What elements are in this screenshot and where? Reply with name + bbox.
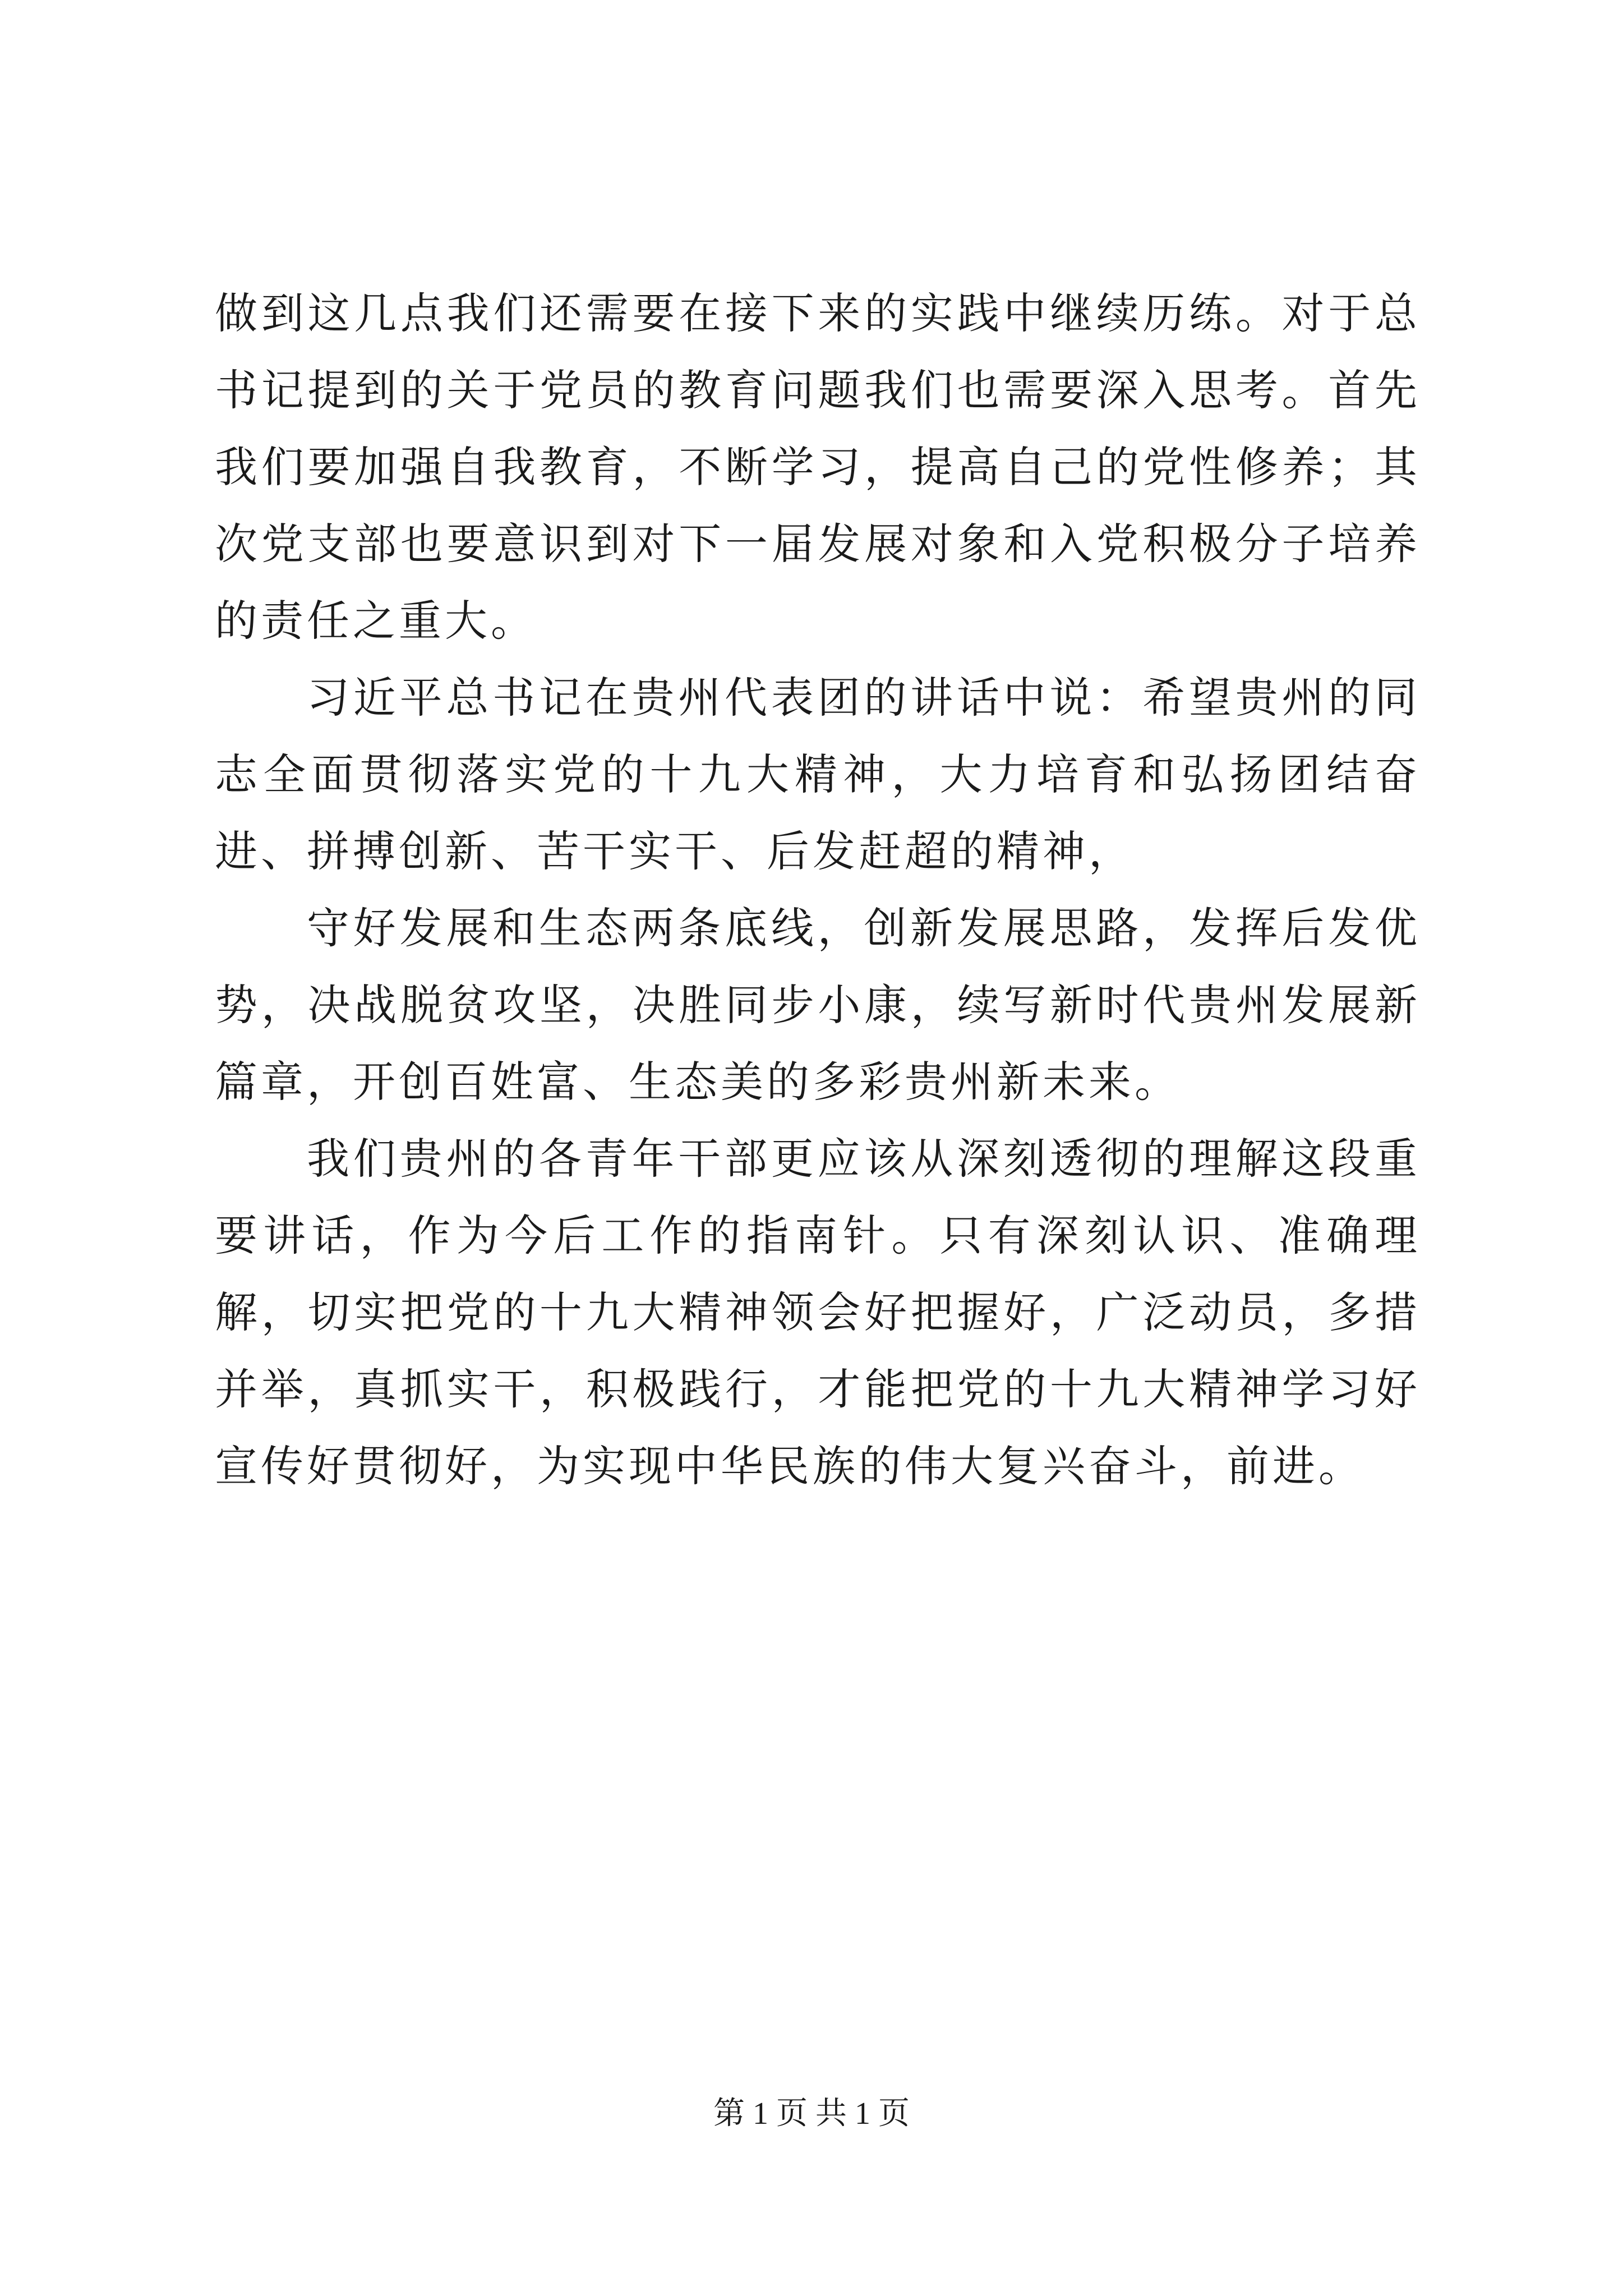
- paragraph-4: 我们贵州的各青年干部更应该从深刻透彻的理解这段重要讲话，作为今后工作的指南针。只有深刻认识、准确理解，切实把党的十九大精神领会好把握好，广泛动员，多措并举，真抓实干，积极践行，才能把党的十九大精神学习好宣传好贯彻好，为实现中华民族的伟大复兴奋斗，前进。: [215, 1134, 1421, 1491]
- page-number-footer: 第 1 页 共 1 页: [713, 2096, 910, 2131]
- paragraph-2: 习近平总书记在贵州代表团的讲话中说：希望贵州的同志全面贯彻落实党的十九大精神，大力培育和弘扬团结奋进、拼搏创新、苦干实干、后发赶超的精神，: [215, 673, 1421, 876]
- paragraph-1: 做到这几点我们还需要在接下来的实践中继续历练。对于总书记提到的关于党员的教育问题我们也需要深入思考。首先我们要加强自我教育，不断学习，提高自己的党性修养；其次党支部也要意识到对下一届发展对象和入党积极分子培养的责任之重大。: [215, 288, 1421, 646]
- paragraph-3: 守好发展和生态两条底线，创新发展思路，发挥后发优势，决战脱贫攻坚，决胜同步小康，续写新时代贵州发展新篇章，开创百姓富、生态美的多彩贵州新未来。: [215, 903, 1421, 1107]
- document-body: [215, 275, 1421, 1504]
